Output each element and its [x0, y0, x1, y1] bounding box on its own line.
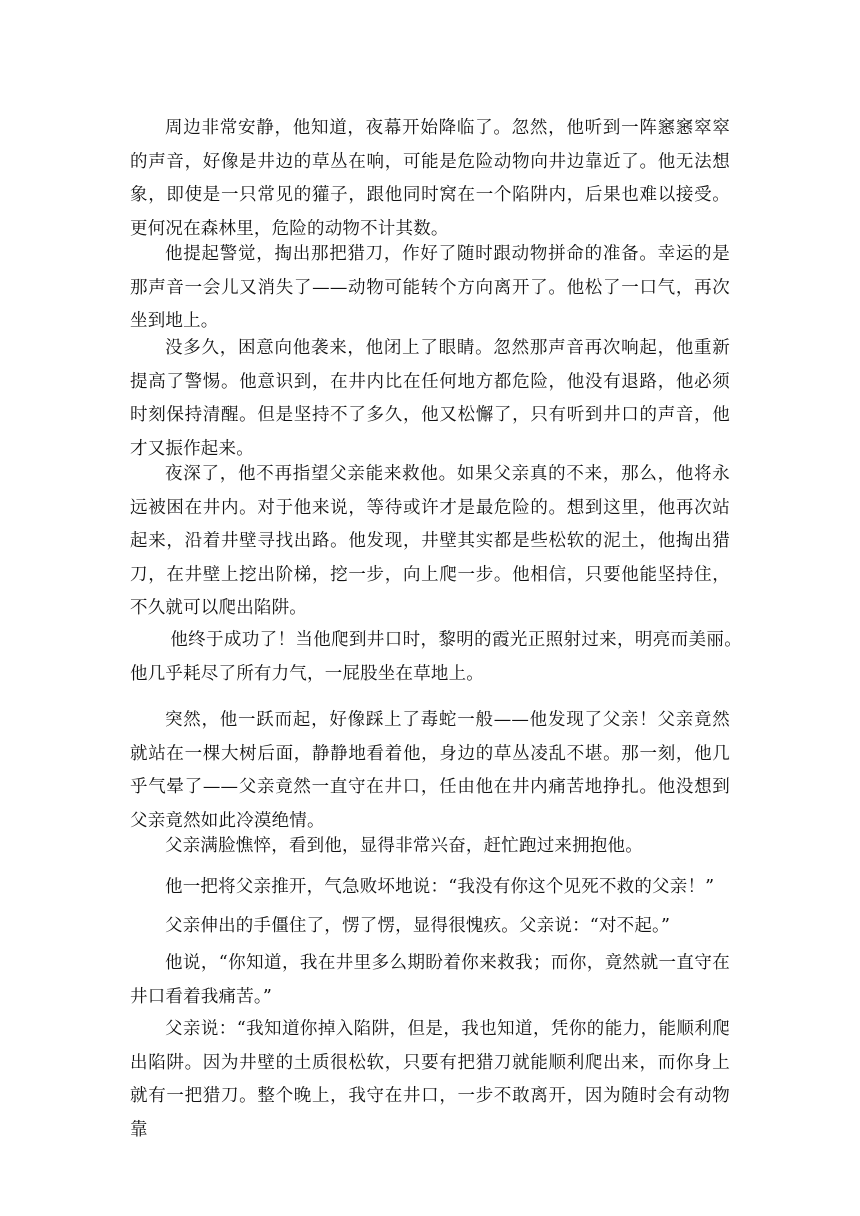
paragraph-8: 他一把将父亲推开，气急败坏地说：“我没有你这个见死不救的父亲！” [165, 877, 715, 897]
paragraph-9: 父亲伸出的手僵住了，愣了愣，显得很愧疚。父亲说：“对不起。” [165, 916, 671, 936]
paragraph-3: 没多久，困意向他袭来，他闭上了眼睛。忽然那声音再次响起，他重新提高了警惕。他意识到，在井内比在任何地方都危险，他没有退路，他必须时刻保持清醒。但是坚持不了多久，他又松懈了，只有听到井口的声音，他才又振作起来。 [130, 338, 730, 459]
paragraph-11: 父亲说：“我知道你掉入陷阱，但是，我也知道，凭你的能力，能顺利爬出陷阱。因为井壁的土质很松软，只要有把猎刀就能顺利爬出来，而你身上就有一把猎刀。整个晚上，我守在井口，一步不敢离开，因为随时会有动物靠 [130, 1019, 730, 1140]
paragraph-10: 他说，“你知道，我在井里多么期盼着你来救我；而你，竟然就一直守在井口看着我痛苦。” [130, 953, 730, 1007]
paragraph-1: 周边非常安静，他知道，夜幕开始降临了。忽然，他听到一阵窸窸窣窣的声音，好像是井边的草丛在响，可能是危险动物向井边靠近了。他无法想象，即使是一只常见的獾子，跟他同时窝在一个陷阱内，后果也难以接受。更何况在森林里，危险的动物不计其数。 [130, 118, 730, 239]
paragraph-6: 突然，他一跃而起，好像踩上了毒蛇一般——他发现了父亲！父亲竟然就站在一棵大树后面，静静地看着他，身边的草丛凌乱不堪。那一刻，他几乎气晕了——父亲竟然一直守在井口，任由他在井内痛苦地挣扎。他没想到父亲竟然如此冷漠绝情。 [130, 710, 730, 831]
paragraph-2: 他提起警觉，掏出那把猎刀，作好了随时跟动物拼命的准备。幸运的是那声音一会儿又消失了——动物可能转个方向离开了。他松了一口气，再次坐到地上。 [130, 244, 730, 331]
paragraph-4: 夜深了，他不再指望父亲能来救他。如果父亲真的不来，那么，他将永远被困在井内。对于他来说，等待或许才是最危险的。想到这里，他再次站起来，沿着井壁寻找出路。他发现，井壁其实都是些松软的泥土，他掏出猎刀，在井壁上挖出阶梯，挖一步，向上爬一步。他相信，只要他能坚持住，不久就可以爬出陷阱。 [130, 464, 730, 618]
paragraph-5: 他终于成功了！当他爬到井口时，黎明的霞光正照射过来，明亮而美丽。他几乎耗尽了所有力气，一屁股坐在草地上。 [130, 630, 742, 684]
paragraph-7: 父亲满脸憔悴，看到他，显得非常兴奋，赶忙跑过来拥抱他。 [165, 836, 643, 856]
